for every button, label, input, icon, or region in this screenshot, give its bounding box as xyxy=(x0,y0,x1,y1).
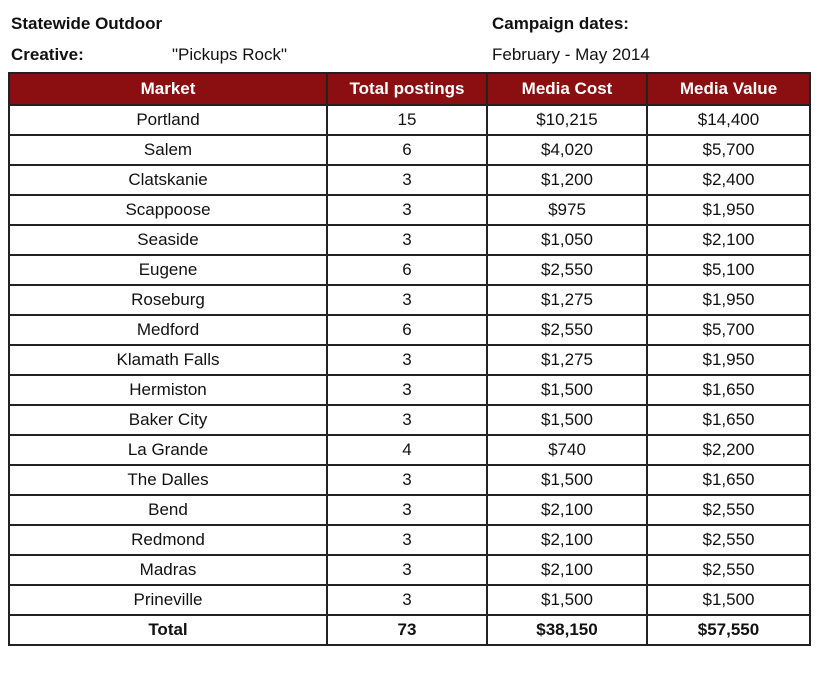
media-cost-cell: $1,200 xyxy=(487,165,647,195)
media-cost-cell: $1,275 xyxy=(487,345,647,375)
column-header-market: Market xyxy=(9,73,327,105)
table-row xyxy=(9,255,810,285)
table-row xyxy=(9,285,810,315)
total-media-cost: $38,150 xyxy=(487,615,647,645)
media-value-cell: $1,950 xyxy=(647,345,810,375)
media-cost-cell: $4,020 xyxy=(487,135,647,165)
table-row xyxy=(9,465,810,495)
table-row xyxy=(9,135,810,165)
market-cell: Prineville xyxy=(9,585,327,615)
postings-cell: 3 xyxy=(327,375,487,405)
media-cost-cell: $1,500 xyxy=(487,465,647,495)
media-value-cell: $2,550 xyxy=(647,495,810,525)
postings-cell: 3 xyxy=(327,495,487,525)
media-value-cell: $2,400 xyxy=(647,165,810,195)
campaign-dates-value: February - May 2014 xyxy=(492,45,650,64)
market-cell: Clatskanie xyxy=(9,165,327,195)
media-value-cell: $1,950 xyxy=(647,285,810,315)
market-cell: The Dalles xyxy=(9,465,327,495)
postings-cell: 15 xyxy=(327,105,487,135)
market-cell: Scappoose xyxy=(9,195,327,225)
table-row xyxy=(9,585,810,615)
market-cell: Bend xyxy=(9,495,327,525)
postings-cell: 6 xyxy=(327,135,487,165)
postings-cell: 3 xyxy=(327,345,487,375)
postings-cell: 4 xyxy=(327,435,487,465)
media-value-cell: $5,100 xyxy=(647,255,810,285)
media-cost-cell: $740 xyxy=(487,435,647,465)
market-cell: Seaside xyxy=(9,225,327,255)
creative-label: Creative: xyxy=(11,45,84,64)
table-row xyxy=(9,555,810,585)
market-cell: Madras xyxy=(9,555,327,585)
table-row xyxy=(9,105,810,135)
postings-cell: 3 xyxy=(327,405,487,435)
media-value-cell: $1,500 xyxy=(647,585,810,615)
media-cost-cell: $1,500 xyxy=(487,375,647,405)
postings-cell: 3 xyxy=(327,165,487,195)
postings-cell: 3 xyxy=(327,465,487,495)
media-cost-cell: $2,550 xyxy=(487,315,647,345)
media-value-cell: $2,100 xyxy=(647,225,810,255)
table-body xyxy=(9,105,810,645)
media-value-cell: $1,950 xyxy=(647,195,810,225)
column-header-media-cost: Media Cost xyxy=(487,73,647,105)
table-row xyxy=(9,525,810,555)
table-row xyxy=(9,195,810,225)
media-value-cell: $5,700 xyxy=(647,135,810,165)
creative-value: "Pickups Rock" xyxy=(172,45,288,64)
media-value-cell: $14,400 xyxy=(647,105,810,135)
media-cost-cell: $1,500 xyxy=(487,585,647,615)
table-row xyxy=(9,345,810,375)
total-label: Total xyxy=(9,615,327,645)
table-header-row xyxy=(9,73,810,105)
table-row xyxy=(9,315,810,345)
market-cell: Baker City xyxy=(9,405,327,435)
media-value-cell: $1,650 xyxy=(647,405,810,435)
media-value-cell: $5,700 xyxy=(647,315,810,345)
table-row xyxy=(9,435,810,465)
media-value-cell: $1,650 xyxy=(647,465,810,495)
media-cost-cell: $2,100 xyxy=(487,525,647,555)
table-row xyxy=(9,225,810,255)
market-cell: Salem xyxy=(9,135,327,165)
postings-cell: 3 xyxy=(327,285,487,315)
report-title: Statewide Outdoor xyxy=(11,14,163,33)
media-cost-cell: $975 xyxy=(487,195,647,225)
table-row xyxy=(9,405,810,435)
table-row xyxy=(9,495,810,525)
media-value-cell: $2,200 xyxy=(647,435,810,465)
campaign-dates-label: Campaign dates: xyxy=(492,14,629,33)
media-cost-cell: $2,550 xyxy=(487,255,647,285)
media-cost-cell: $2,100 xyxy=(487,495,647,525)
market-cell: Eugene xyxy=(9,255,327,285)
postings-cell: 3 xyxy=(327,195,487,225)
media-value-cell: $2,550 xyxy=(647,555,810,585)
table-row xyxy=(9,375,810,405)
table-row xyxy=(9,165,810,195)
market-cell: Klamath Falls xyxy=(9,345,327,375)
media-value-cell: $1,650 xyxy=(647,375,810,405)
column-header-media-value: Media Value xyxy=(647,73,810,105)
total-media-value: $57,550 xyxy=(647,615,810,645)
market-cell: Portland xyxy=(9,105,327,135)
market-cell: Roseburg xyxy=(9,285,327,315)
postings-cell: 6 xyxy=(327,315,487,345)
media-value-cell: $2,550 xyxy=(647,525,810,555)
column-header-total-postings: Total postings xyxy=(327,73,487,105)
postings-cell: 3 xyxy=(327,225,487,255)
total-row xyxy=(9,615,810,645)
media-cost-cell: $10,215 xyxy=(487,105,647,135)
market-cell: Redmond xyxy=(9,525,327,555)
postings-cell: 3 xyxy=(327,555,487,585)
market-table xyxy=(8,72,811,646)
postings-cell: 3 xyxy=(327,525,487,555)
total-postings: 73 xyxy=(327,615,487,645)
media-cost-cell: $1,050 xyxy=(487,225,647,255)
postings-cell: 3 xyxy=(327,585,487,615)
market-cell: La Grande xyxy=(9,435,327,465)
market-cell: Medford xyxy=(9,315,327,345)
media-cost-cell: $1,500 xyxy=(487,405,647,435)
market-cell: Hermiston xyxy=(9,375,327,405)
postings-cell: 6 xyxy=(327,255,487,285)
media-cost-cell: $2,100 xyxy=(487,555,647,585)
media-cost-cell: $1,275 xyxy=(487,285,647,315)
